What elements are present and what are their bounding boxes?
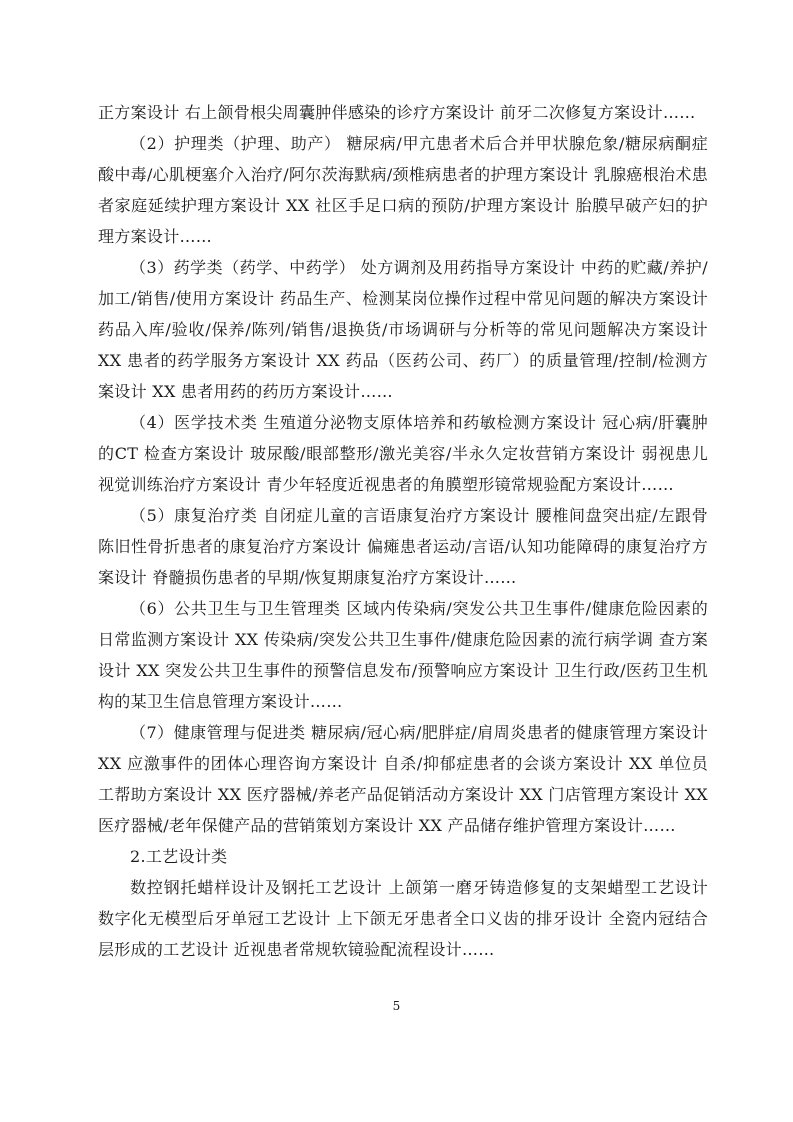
paragraph-medical-technology-category: （4）医学技术类 生殖道分泌物支原体培养和药敏检测方案设计 冠心病/肝囊肿的CT 检查方案设计 玻尿酸/眼部整形/激光美容/半永久定妆营销方案设计 弱视患儿视觉训练治疗方案设计 青少年轻度近视患者的角膜塑形镜常规验配方案设计…… <box>98 413 708 494</box>
paragraph-public-health-category: （6）公共卫生与卫生管理类 区域内传染病/突发公共卫生事件/健康危险因素的日常监测方案设计 XX 传染病/突发公共卫生事件/健康危险因素的流行病学调 查方案设计 XX 突发公共卫生事件的预警信息发布/预警响应方案设计 卫生行政/医药卫生机构的某卫生信息管理方案设计…… <box>98 599 708 711</box>
paragraph-craft-design-body: 数控钢托蜡样设计及钢托工艺设计 上颌第一磨牙铸造修复的支架蜡型工艺设计 数字化无模型后牙单冠工艺设计 上下颌无牙患者全口义齿的排牙设计 全瓷内冠结合层形成的工艺设计 近视患者常规软镜验配流程设计…… <box>98 878 708 959</box>
paragraph-nursing-category: （2）护理类（护理、助产） 糖尿病/甲亢患者术后合并甲状腺危象/糖尿病酮症酸中毒/心肌梗塞介入治疗/阿尔茨海默病/颈椎病患者的护理方案设计 乳腺癌根治术患者家庭延续护理方案设计 XX 社区手足口病的预防/护理方案设计 胎膜早破产妇的护理方案设计…… <box>98 134 708 246</box>
document-body <box>98 97 708 965</box>
paragraph-pharmacy-category: （3）药学类（药学、中药学） 处方调剂及用药指导方案设计 中药的贮藏/养护/加工/销售/使用方案设计 药品生产、检测某岗位操作过程中常见问题的解决方案设计 药品入库/验收/保养/陈列/销售/退换货/市场调研与分析等的常见问题解决方案设计 XX 患者的药学服务方案设计 XX 药品（医药公司、药厂）的质量管理/控制/检测方案设计 XX 患者用药的药历方案设计…… <box>98 258 708 401</box>
paragraph-craft-design-heading: 2.工艺设计类 <box>130 847 228 866</box>
page-number: 5 <box>392 999 401 1013</box>
paragraph-health-management-category: （7）健康管理与促进类 糖尿病/冠心病/肥胖症/肩周炎患者的健康管理方案设计 XX 应激事件的团体心理咨询方案设计 自杀/抑郁症患者的会谈方案设计 XX 单位员工帮助方案设计 XX 医疗器械/养老产品促销活动方案设计 XX 门店管理方案设计 XX 医疗器械/老年保健产品的营销策划方案设计 XX 产品储存维护管理方案设计…… <box>98 723 708 835</box>
paragraph-continuation: 正方案设计 右上颌骨根尖周囊肿伴感染的诊疗方案设计 前牙二次修复方案设计…… <box>98 103 696 122</box>
paragraph-rehabilitation-category: （5）康复治疗类 自闭症儿童的言语康复治疗方案设计 腰椎间盘突出症/左跟骨陈旧性骨折患者的康复治疗方案设计 偏瘫患者运动/言语/认知功能障碍的康复治疗方案设计 脊髓损伤患者的早期/恢复期康复治疗方案设计…… <box>98 506 708 587</box>
